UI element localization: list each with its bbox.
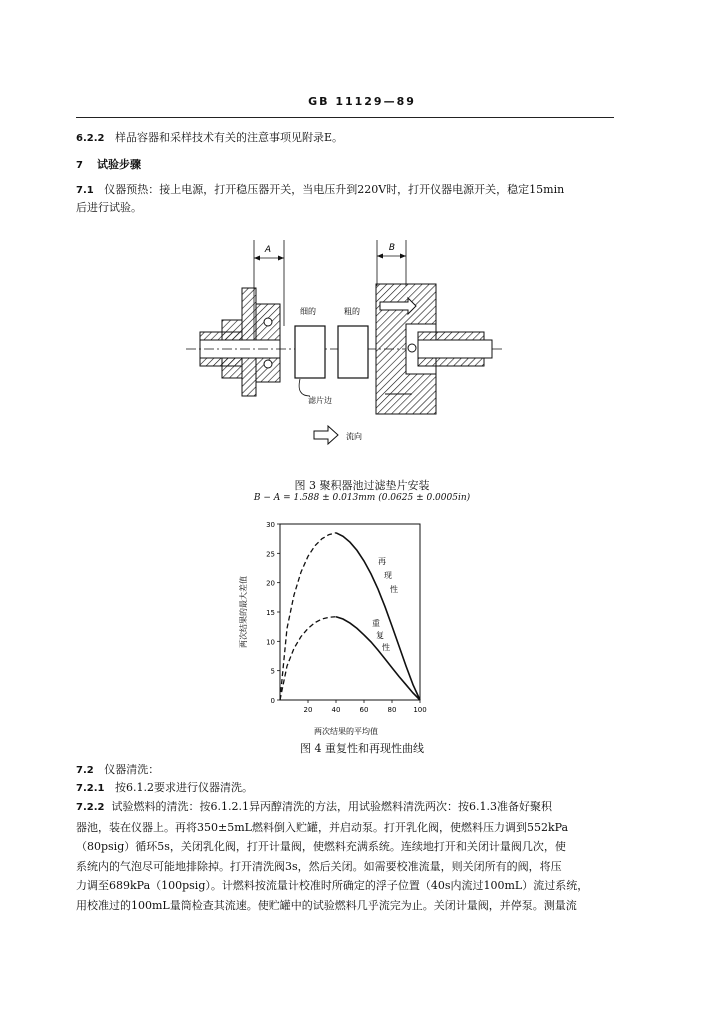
repeatability-char: 复 — [376, 631, 384, 640]
paragraph-line: 试验燃料的清洗：按6.1.2.1异丙醇清洗的方法，用试验燃料清洗两次：按6.1.3准备好聚积 — [111, 800, 552, 813]
figure-3-formula: B − A = 1.588 ± 0.013mm (0.0625 ± 0.0005in) — [253, 493, 471, 503]
figure-4-caption: 图 4 重复性和再现性曲线 — [300, 742, 424, 755]
x-tick-label: 20 — [303, 706, 313, 714]
paragraph-line: 用校准过的100mL量筒检查其流速。使贮罐中的试验燃料几乎流完为止。关闭计量阀，并停泵。测量流 — [76, 898, 577, 912]
reproducibility-char: 现 — [384, 571, 392, 580]
repeatability-char: 性 — [382, 643, 390, 652]
section-number: 7.2.2 — [76, 802, 105, 813]
x-tick-label: 60 — [359, 706, 369, 714]
section-number: 7.2.1 — [76, 783, 105, 794]
figure-3-caption: 图 3 聚积器池过滤垫片安装 — [294, 479, 430, 492]
section-text-line-1: 仪器预热：接上电源，打开稳压器开关，当电压升到220V时，打开仪器电源开关，稳定15min — [104, 183, 565, 196]
section-number: 7.2 — [76, 765, 94, 776]
y-tick-label: 0 — [270, 697, 275, 705]
x-tick-label: 80 — [387, 706, 397, 714]
section-7-2-2 — [76, 797, 616, 915]
repeatability-curve-solid — [336, 617, 420, 700]
dimension-b — [377, 240, 406, 286]
reproducibility-label — [378, 557, 398, 594]
paragraph-line: 器池，装在仪器上。再将350±5mL燃料倒入贮罐，并启动泵。打开乳化阀，使燃料压力调到552kPa — [76, 820, 569, 834]
reproducibility-char: 性 — [390, 585, 398, 594]
label-flow: 流向 — [346, 432, 362, 441]
section-title: 试验步骤 — [96, 158, 141, 171]
label-coarse: 粗的 — [344, 307, 360, 316]
figure-3-diagram — [180, 236, 510, 456]
section-text: 按6.1.2要求进行仪器清洗。 — [114, 781, 253, 794]
x-axis-label: 两次结果的平均值 — [314, 727, 378, 736]
section-number: 7.1 — [76, 185, 94, 196]
section-7-heading — [76, 156, 141, 175]
paragraph-line: （80psig）循环5s，关闭乳化阀，打开计量阀，使燃料充满系统。连续地打开和关闭计量阀几次，使 — [76, 840, 566, 853]
dimension-a-label: A — [264, 245, 272, 255]
label-filter-edge: 滤片边 — [308, 396, 332, 405]
flow-arrow-icon — [314, 426, 338, 444]
left-housing — [200, 288, 280, 396]
reproducibility-char: 再 — [378, 557, 386, 566]
chart-axes — [266, 521, 427, 714]
section-text: 样品容器和采样技术有关的注意事项见附录E。 — [114, 131, 344, 144]
repeatability-curve-dashed — [280, 617, 336, 700]
figure-4-chart — [236, 512, 456, 738]
x-tick-label: 40 — [331, 706, 341, 714]
section-number: 6.2.2 — [76, 133, 105, 144]
y-tick-label: 5 — [270, 667, 275, 676]
y-tick-label: 20 — [266, 579, 275, 588]
repeatability-char: 重 — [372, 619, 380, 628]
paragraph-line: 系统内的气泡尽可能地排除掉。打开清洗阀3s，然后关闭。如需要校准流量，则关闭所有的阀，将压 — [76, 859, 562, 873]
right-housing — [376, 284, 492, 414]
section-title: 仪器清洗： — [104, 763, 160, 776]
y-tick-label: 30 — [266, 521, 275, 529]
section-7-1-cont: 后进行试验。 — [76, 201, 142, 214]
y-axis-label: 两次结果的最大差值 — [239, 576, 248, 648]
coarse-filter-pad — [338, 326, 368, 378]
dimension-b-label: B — [388, 243, 396, 253]
section-number: 7 — [76, 160, 83, 171]
reproducibility-curve-dashed — [280, 533, 336, 700]
section-6-2-2 — [76, 129, 343, 148]
plot-frame — [280, 524, 420, 700]
x-tick-label: 100 — [413, 706, 427, 714]
section-7-1 — [76, 181, 564, 200]
label-thin: 细的 — [300, 307, 316, 316]
paragraph-line: 力调至689kPa（100psig）。计燃料按流量计校准时所确定的浮子位置（40s内流过100mL）流过系统， — [76, 879, 589, 892]
section-7-2-1 — [76, 779, 253, 798]
header-rule — [76, 117, 614, 118]
y-tick-label: 10 — [266, 638, 275, 647]
thin-filter-pad — [295, 326, 325, 378]
section-7-2-heading — [76, 761, 159, 780]
standard-code-header: GB 11129—89 — [308, 95, 416, 108]
chart-series — [280, 533, 420, 700]
y-tick-label: 25 — [266, 550, 275, 559]
y-tick-label: 15 — [266, 609, 275, 617]
